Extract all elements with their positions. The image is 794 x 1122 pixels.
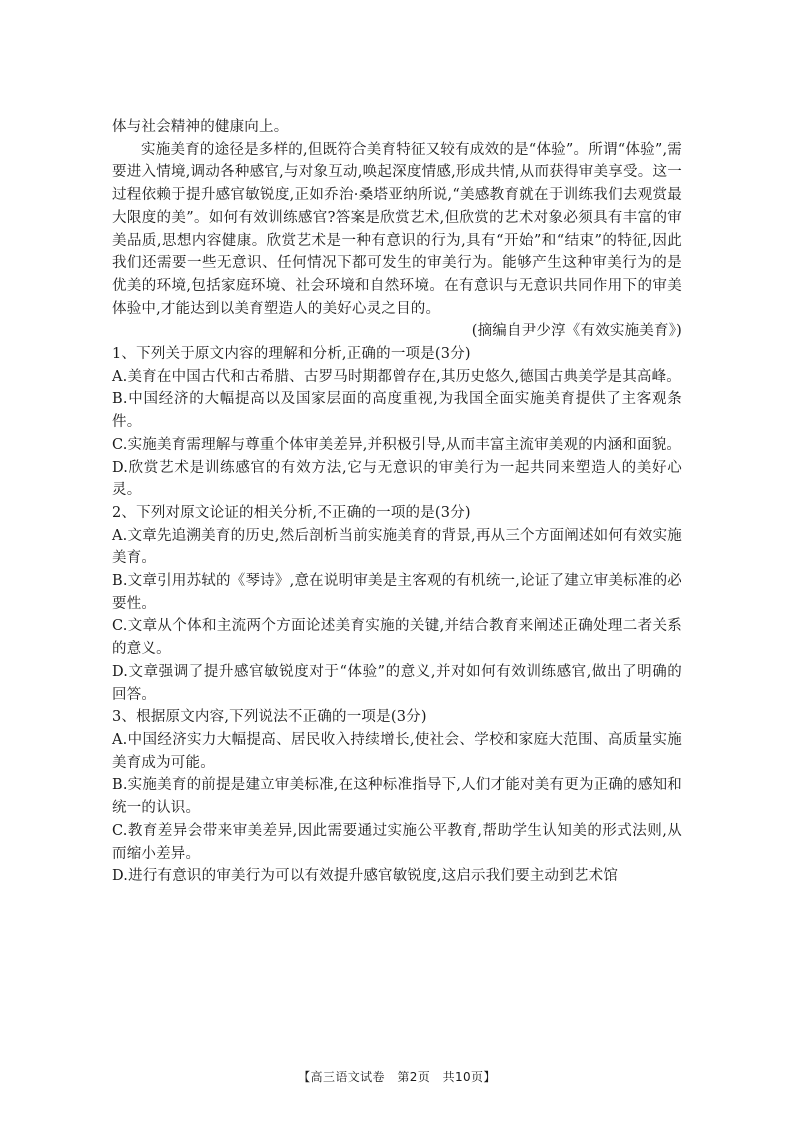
- page-content: [112, 116, 682, 888]
- passage-paragraph: 实施美育的途径是多样的,但既符合美育特征又较有成效的是“体验”。所谓“体验”,需要进入情境,调动各种感官,与对象互动,唤起深度情感,形成共情,从而获得审美享受。这一过程依赖于提升感官敏锐度,正如乔治·桑塔亚纳所说,“美感教育就在于训练我们去观赏最大限度的美”。如何有效训练感官?答案是欣赏艺术,但欣赏的艺术对象必须具有丰富的审美品质,思想内容健康。欣赏艺术是一种有意识的行为,具有“开始”和“结束”的特征,因此我们还需要一些无意识、任何情况下都可发生的审美行为。能够产生这种审美行为的是优美的环境,包括家庭环境、社会环境和自然环境。在有意识与无意识共同作用下的审美体验中,才能达到以美育塑造人的美好心灵之目的。: [112, 141, 682, 317]
- option-c: C.教育差异会带来审美差异,因此需要通过实施公平教育,帮助学生认知美的形式法则,从而缩小差异。: [112, 822, 682, 862]
- question-stem: 1、下列关于原文内容的理解和分析,正确的一项是(3分): [112, 346, 471, 363]
- question-1: [112, 343, 682, 502]
- option-d: D.欣赏艺术是训练感官的有效方法,它与无意识的审美行为一起共同来塑造人的美好心灵。: [112, 459, 682, 499]
- question-stem: 3、根据原文内容,下列说法不正确的一项是(3分): [112, 709, 427, 726]
- option-a: A.美育在中国古代和古希腊、古罗马时期都曾存在,其历史悠久,德国古典美学是其高峰。: [112, 368, 681, 385]
- question-stem: 2、下列对原文论证的相关分析,不正确的一项的是(3分): [112, 504, 471, 521]
- option-c: C.文章从个体和主流两个方面论述美育实施的关键,并结合教育来阐述正确处理二者关系的意义。: [112, 618, 682, 658]
- passage-continuation: 体与社会精神的健康向上。: [112, 119, 289, 135]
- option-c: C.实施美育需理解与尊重个体审美差异,并积极引导,从而丰富主流审美观的内涵和面貌。: [112, 436, 682, 453]
- question-3: [112, 706, 682, 888]
- passage-source: (摘编自尹少淳《有效实施美育》): [471, 323, 682, 340]
- option-d: D.文章强调了提升感官敏锐度对于“体验”的意义,并对如何有效训练感官,做出了明确的回答。: [112, 663, 682, 703]
- option-b: B.实施美育的前提是建立审美标准,在这种标准指导下,人们才能对美有更为正确的感知和统一的认识。: [112, 777, 682, 817]
- question-2: [112, 502, 682, 706]
- page-footer: 【高三语文试卷 第2页 共10页】: [298, 1070, 496, 1084]
- option-a: A.中国经济实力大幅提高、居民收入持续增长,使社会、学校和家庭大范围、高质量实施美育成为可能。: [112, 731, 682, 771]
- option-d: D.进行有意识的审美行为可以有效提升感官敏锐度,这启示我们要主动到艺术馆: [112, 868, 619, 885]
- option-b: B.中国经济的大幅提高以及国家层面的高度重视,为我国全面实施美育提供了主客观条件。: [112, 391, 682, 431]
- option-a: A.文章先追溯美育的历史,然后剖析当前实施美育的背景,再从三个方面阐述如何有效实施美育。: [112, 527, 682, 567]
- option-b: B.文章引用苏轼的《琴诗》,意在说明审美是主客观的有机统一,论证了建立审美标准的必要性。: [112, 573, 682, 612]
